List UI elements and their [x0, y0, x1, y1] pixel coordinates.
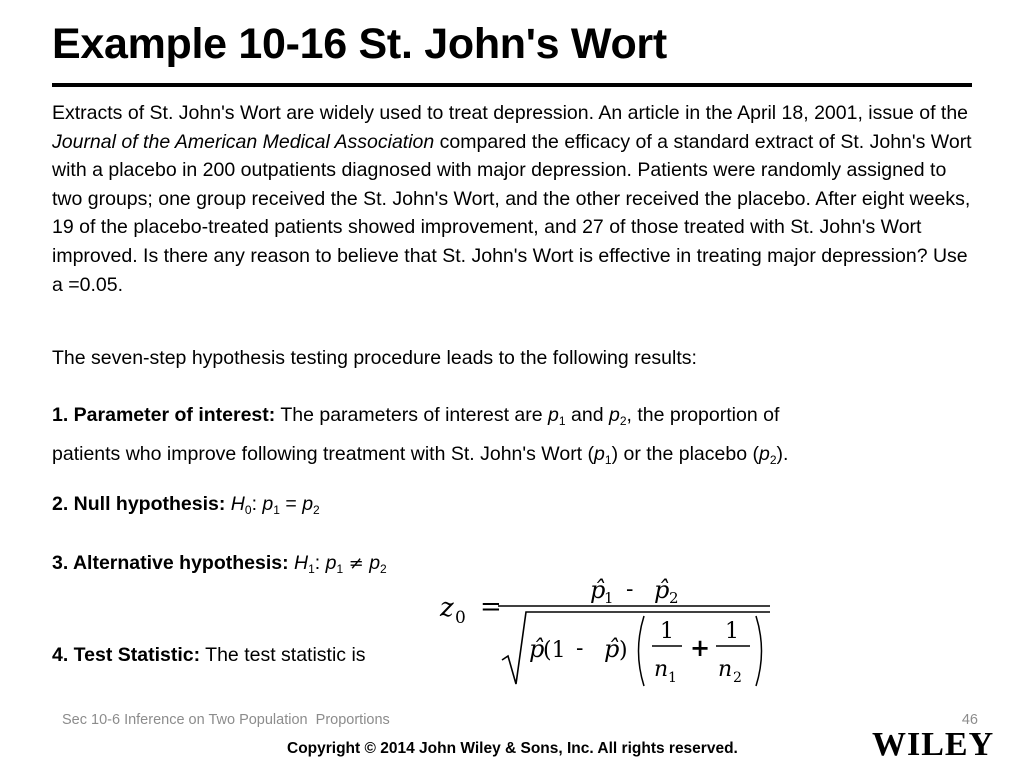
- intro-text-after-journal: compared the efficacy of a standard extract of St. John's Wort with a placebo in 200 outpatients diagnosed with major depression. Patients were randomly assigned to two groups; one group received the St. John's Wort, and the other received the placebo. After eight weeks, 19 of the placebo-treated patients showed improvement, and 27 of those treated with St. John's Wort improved. Is there any reason to believe that St. John's Wort is effective in treating major depression? Use a =0.05.: [52, 130, 972, 296]
- title-underline: [52, 83, 972, 87]
- intro-text-before-journal: Extracts of St. John's Wort are widely used to treat depression. An article in the April 18, 2001, issue of the: [52, 102, 969, 124]
- formula-z: z: [440, 593, 454, 623]
- copyright-notice: Copyright © 2014 John Wiley & Sons, Inc. All rights reserved.: [287, 740, 738, 757]
- formula-equals: =: [480, 592, 502, 622]
- step3-label: 3. Alternative hypothesis:: [52, 552, 289, 574]
- slide-title: Example 10-16 St. John's Wort: [52, 20, 667, 68]
- svg-text:(1: (1: [543, 638, 566, 663]
- footer-section-label: Sec 10-6 Inference on Two Population Proportions: [62, 712, 390, 728]
- svg-text:2: 2: [733, 670, 742, 686]
- step-parameter-of-interest: 1. Parameter of interest: The parameters of interest are $p_1$ and $p_2$, the proportion of patients who improve following treatment with St. John's Wort $(p_1)$ or the placebo $(p_2)$.: [52, 404, 789, 467]
- step-alternative-hypothesis: 3. Alternative hypothesis: $H_1$: $p_1 \ne p_2$: [52, 552, 387, 576]
- right-paren-big: [756, 616, 762, 686]
- formula-z-subscript: 0: [455, 608, 466, 628]
- step-null-hypothesis: 2. Null hypothesis: $H_0$: $p_1 = p_2$: [52, 493, 320, 517]
- numerator-p-hat-1: p̂: [590, 576, 606, 604]
- formula-plus: +: [690, 633, 711, 662]
- svg-text:p̂: p̂: [604, 635, 620, 663]
- step1-label: 1. Parameter of interest:: [52, 404, 276, 426]
- journal-name: Journal of the American Medical Association: [52, 130, 435, 153]
- wiley-logo: WILEY: [872, 726, 995, 763]
- svg-text:1: 1: [660, 619, 674, 644]
- svg-text:-: -: [576, 636, 584, 661]
- step4-label: 4. Test Statistic:: [52, 644, 201, 666]
- svg-text:n: n: [718, 657, 733, 682]
- svg-text:n: n: [654, 657, 669, 682]
- numerator-p-hat-2: p̂: [654, 576, 670, 604]
- svg-text:1: 1: [668, 670, 677, 686]
- denominator-p-hat: p̂: [529, 635, 545, 663]
- page-number: 46: [961, 712, 978, 728]
- test-statistic-formula: [436, 572, 776, 690]
- svg-text:1: 1: [604, 589, 614, 607]
- problem-statement: [52, 99, 972, 299]
- step-test-statistic: 4. Test Statistic: The test statistic is: [52, 644, 366, 666]
- procedure-lead: The seven-step hypothesis testing procedure leads to the following results:: [52, 347, 697, 369]
- left-paren-big: [639, 616, 645, 686]
- svg-text:2: 2: [669, 589, 679, 607]
- numerator-minus: -: [626, 577, 634, 602]
- svg-text:1: 1: [725, 619, 739, 644]
- step2-label: 2. Null hypothesis:: [52, 493, 226, 515]
- not-equal-symbol: ≠: [348, 553, 364, 574]
- svg-text:): ): [619, 638, 628, 663]
